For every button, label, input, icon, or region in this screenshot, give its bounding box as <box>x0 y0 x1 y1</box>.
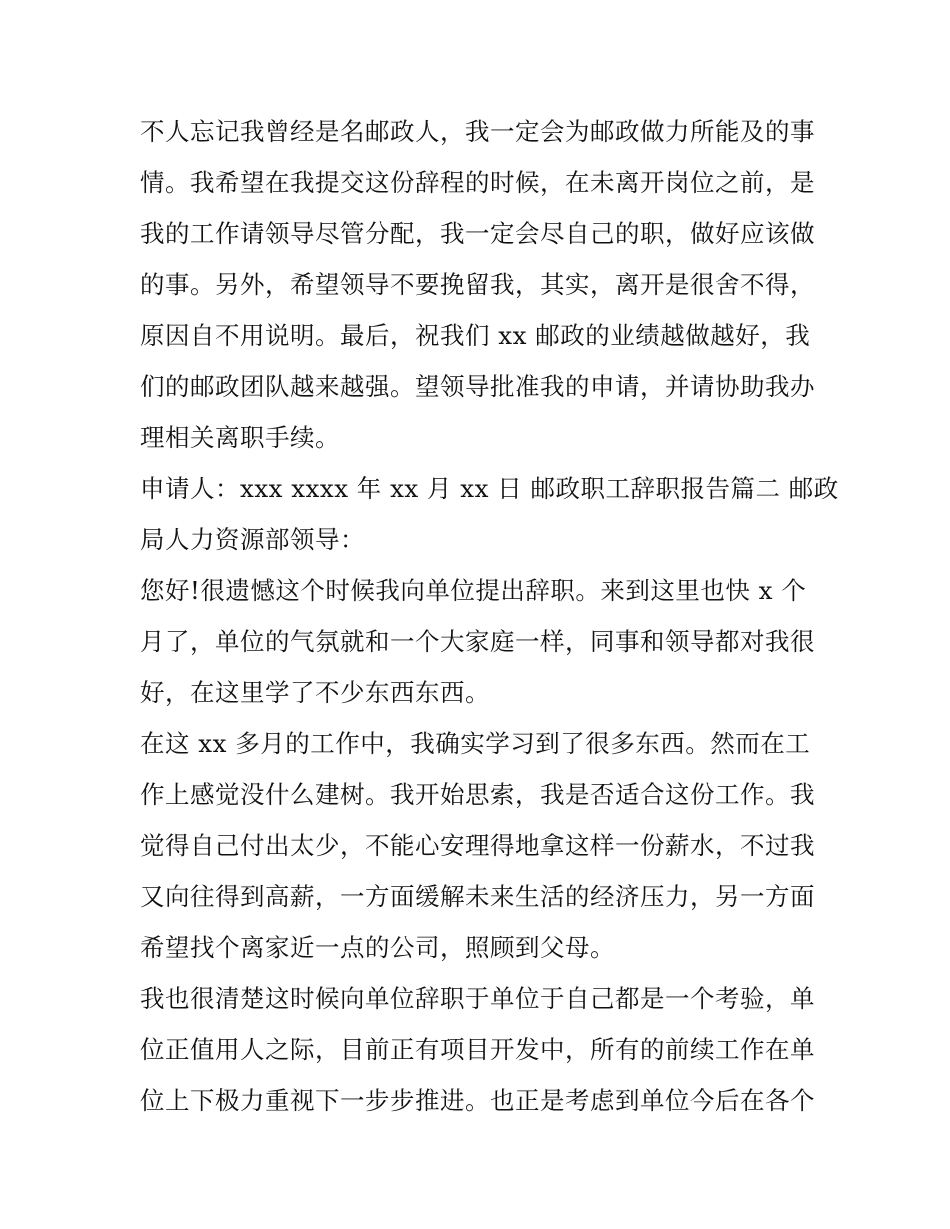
text-line: 觉得自己付出太少，不能心安理得地拿这样一份薪水，不过我 <box>140 831 815 860</box>
text-line: 情。我希望在我提交这份辞程的时候，在未离开岗位之前，是 <box>140 168 815 197</box>
document-body <box>140 106 839 1126</box>
text-line: 们的邮政团队越来越强。望领导批准我的申请，并请协助我办 <box>140 372 815 401</box>
text-line: 作上感觉没什么建树。我开始思索，我是否适合这份工作。我 <box>140 780 815 809</box>
text-line: 您好!很遗憾这个时候我向单位提出辞职。来到这里也快 x 个 <box>140 576 807 605</box>
text-line: 好，在这里学了不少东西东西。 <box>140 678 490 707</box>
text-line: 局人力资源部领导： <box>140 525 365 554</box>
text-line: 我也很清楚这时候向单位辞职于单位于自己都是一个考验，单 <box>140 984 815 1013</box>
text-line: 又向往得到高薪，一方面缓解未来生活的经济压力，另一方面 <box>140 882 815 911</box>
text-line: 原因自不用说明。最后，祝我们 xx 邮政的业绩越做越好，我 <box>140 321 811 350</box>
text-line: 不人忘记我曾经是名邮政人，我一定会为邮政做力所能及的事 <box>140 117 815 146</box>
text-line: 月了，单位的气氛就和一个大家庭一样，同事和领导都对我很 <box>140 627 815 656</box>
text-line: 我的工作请领导尽管分配，我一定会尽自己的职，做好应该做 <box>140 219 815 248</box>
text-line: 位上下极力重视下一步步推进。也正是考虑到单位今后在各个 <box>140 1086 815 1115</box>
text-line: 的事。另外，希望领导不要挽留我，其实，离开是很舍不得， <box>140 270 815 299</box>
text-line: 在这 xx 多月的工作中，我确实学习到了很多东西。然而在工 <box>140 729 811 758</box>
text-line: 位正值用人之际，目前正有项目开发中，所有的前续工作在单 <box>140 1035 815 1064</box>
text-line: 理相关离职手续。 <box>140 423 340 452</box>
text-line: 希望找个离家近一点的公司，照顾到父母。 <box>140 933 615 962</box>
text-line: 申请人：xxx xxxx 年 xx 月 xx 日 邮政职工辞职报告篇二 邮政 <box>140 474 839 503</box>
